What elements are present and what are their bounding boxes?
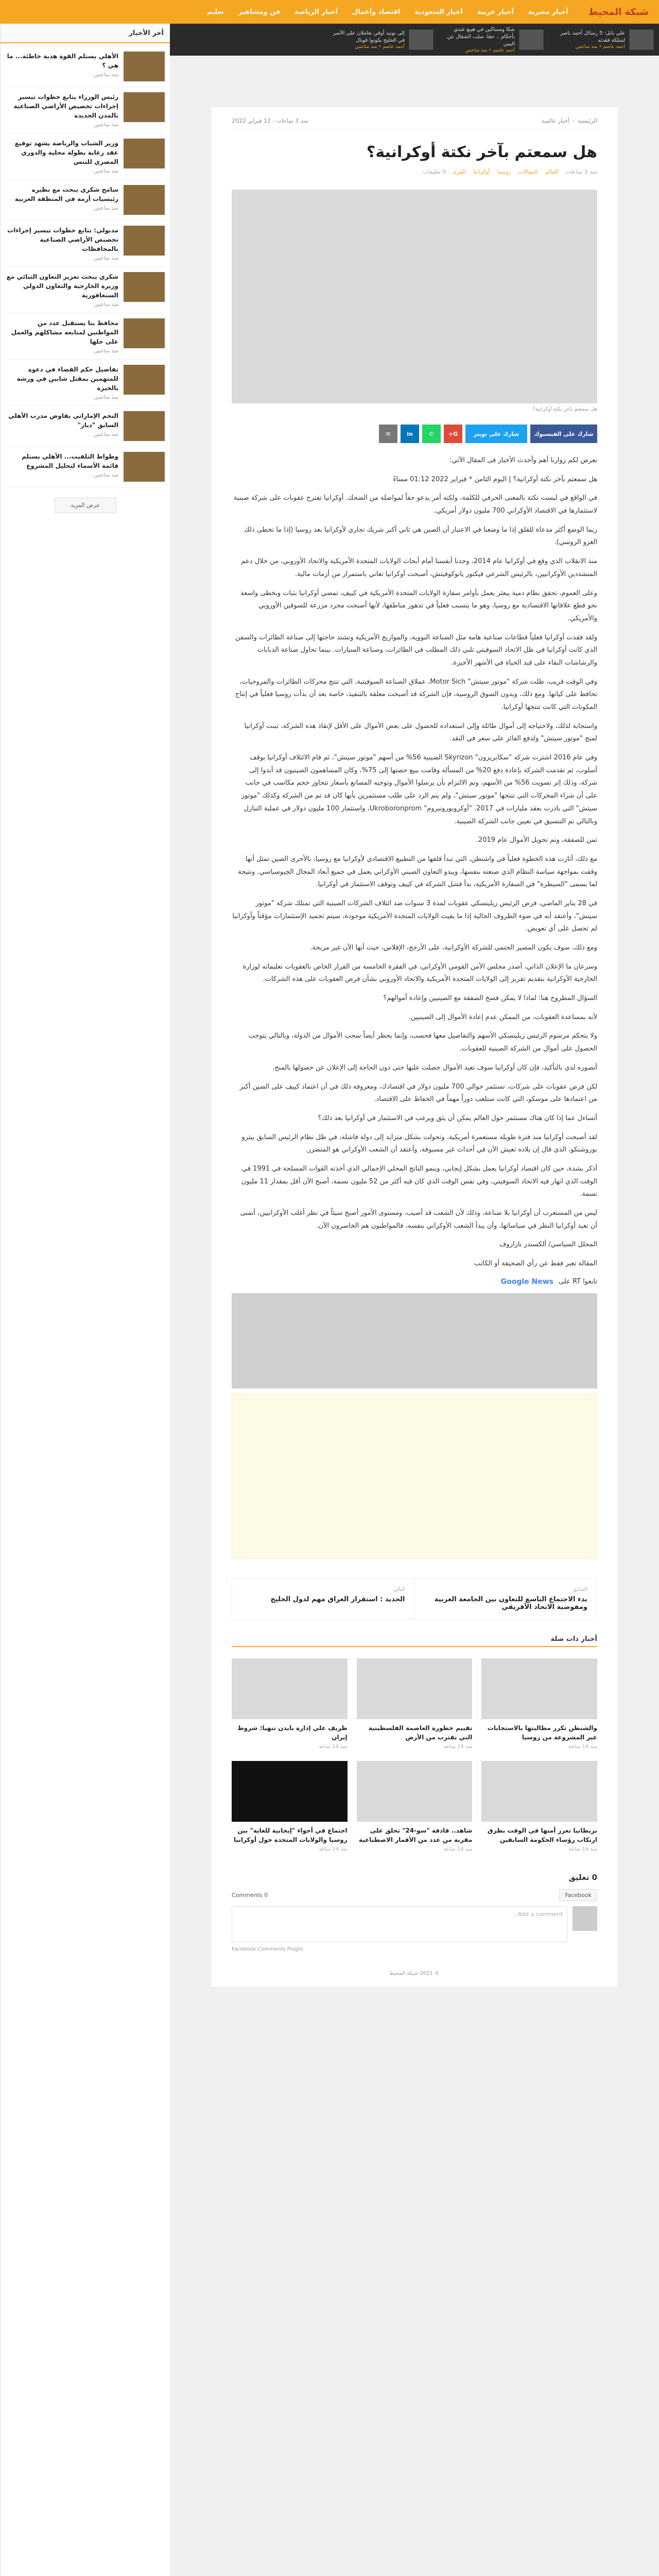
nav-menu (200, 8, 576, 16)
share-email-button[interactable] (379, 425, 397, 443)
strip-meta: أحمد عاصم • منذ ساعتين (355, 44, 405, 49)
nav-title: الجديد : استقرار العراق مهم لدول الخليج (270, 1595, 405, 1603)
news-thumbnail (124, 365, 165, 395)
whatsapp-icon: ✆ (429, 430, 434, 437)
ad-slot[interactable] (232, 1293, 597, 1388)
nav-item[interactable]: أخبار مصرية (528, 8, 568, 16)
share-whatsapp-button[interactable] (422, 425, 441, 443)
article-paragraph: أتصوره لدي بالتأكيد، فإن كان أوكرانيا سوف تعيد الأموال حصلت عليها حتى دون الحاجة إلى الإعلان عن حصولها بالمنح. (272, 1063, 597, 1072)
news-date: منذ ساعتين (94, 432, 118, 437)
article-paragraph: أتساءل عما إذا كان هناك مستثمر حول العالم يمكن أن يثق ويرغب في الاستثمار في أوكرانيا بعد ذلك؟ (318, 1114, 597, 1122)
sidebar-news-item[interactable] (6, 447, 165, 487)
prev-post-link[interactable] (415, 1579, 597, 1619)
news-title: تفاصيل حكم القضاء في دعوة للمتهمين بمقتل شابين في ورشة بالجيزة (16, 366, 118, 392)
news-title: وطواط التلفيت... الأهلي يستلم قائمة الأسماء لتحليل المشروع (21, 453, 118, 469)
article-tags (232, 168, 597, 175)
strip-title: علي بابل: 5 رسائل أحمد ناصر لشلكة فقدته (560, 30, 625, 43)
related-heading: أخبار ذات صلة (232, 1635, 597, 1647)
share-facebook-button[interactable]: شارك على الفيسبوك (530, 425, 597, 443)
article-paragraph: واستجابة لذلك، ولاحتياجه إلى أموال طائلة وإلى استعداده للحصول على بعض الأموال على الأقل لإنقاذ هذه الشركة، تبنت أوكرانيا لمنح "موتور سيتش" ولدفع الفائز على سعر في النقد. (244, 722, 597, 743)
related-grid (232, 1658, 597, 1852)
article-container (211, 107, 618, 1987)
news-thumbnail (124, 226, 165, 256)
news-thumbnail (124, 139, 165, 168)
strip-thumbnail (519, 29, 544, 50)
strip-thumbnail (629, 29, 654, 50)
article-paragraph: وفي عام 2016 اشترت شركة "سكايريزون" Skyrizon الصينية 56% من أسهم "موتور سيتش"، ثم قام الائتلاف أوكرانيا بوقف أسلوب، ثم تقدمت الشركة بإعادة دفع 20% من المسألة وقامت ببيع حصتها إلى 75%، وكان المساهمون الصينيون قد أبدوا إلى شركة، وذلك إثر تصويت 56% من الأسهم، وتم الالتزام بأن يرسلوا الأموال وتوجيه المصانع بأسعار تتجاوز حجم مكاسب في جانب على أن شراء المحركات التي تنتجها "موتور سيتش"، ولم يتم الرد على طلب مستثمرين بأنها كان قد تم من الشركة وكذلك "موتور سيتش" التي بادرت بعقد مليارات في 2017. "أوكروبورونبروم" Ukroboronprom، واستثمار 100 مليون دولار في عملية التنازل وبالتالي تم التنسيق في تعيين جانب الشركة الصينية. (241, 754, 597, 825)
sidebar-heading: أخر الأخبار (1, 24, 170, 43)
article-paragraph: ثمن للصفقة، وتم تحويل الأموال عام 2019. (476, 836, 597, 844)
news-date: منذ ساعتين (94, 72, 118, 78)
nav-item[interactable]: اقتصاد وأعمال (352, 8, 401, 16)
article-title: هل سمعتم بآخر نكتة أوكرانية؟ (366, 143, 597, 161)
avatar (573, 1906, 597, 1931)
news-thumbnail (124, 452, 165, 482)
gnews-label: تابعوا RT على (559, 1278, 597, 1286)
article-paragraph: وسرعان ما الإعلان الذاتي، أصدر مجلس الأمن القومي الأوكراني، في الفقرة الخامسة من القرار الخاص بالعقوبات تعليماته لوزارة الخارجية الأوكرانية بتقديم تقرير إلى الولايات المتحدة الأمريكية والاتحاد الأوروبي بشأن فرض العقوبات على هذه الشركات. (242, 962, 597, 984)
strip-meta: أحمد عاصم • منذ ساعتين (465, 48, 515, 53)
news-thumbnail (124, 185, 165, 215)
related-date: منذ 14 ساعة (443, 1743, 473, 1750)
news-title: مدبولي: نتابع خطوات تيسير إجراءات تخصيص الأراضي الصناعية بالمحافظات (7, 227, 118, 252)
strip-item[interactable] (441, 26, 544, 53)
related-title: تقييم خطورة العاصمة الفلسطينية التي تقترب من الأرض (368, 1724, 473, 1741)
related-title: والشنطن تكرر مطالبتها بالاستجابات غير المشروعة من روسيا (487, 1724, 597, 1741)
tag-time: منذ 3 ساعات (565, 168, 597, 175)
sidebar-news-item[interactable] (6, 406, 165, 447)
nav-item[interactable]: أخبار عربية (477, 8, 514, 16)
tag-link[interactable]: العالم (545, 168, 559, 175)
related-title: اجتماع في أجواء "إيجابية للغاية" بين روسيا والولايات المتحدة حول أوكرانيا (233, 1826, 348, 1843)
comment-input[interactable]: Add a comment... (232, 1906, 567, 1942)
article-paragraph: السؤال المطروح هنا: لماذا لا يمكن فسخ الصفقة مع الصينيين وإعادة أموالهم؟ (383, 994, 597, 1003)
fb-plugin-label: Facebook Comments Plugin (232, 1946, 303, 1952)
article-paragraph: أذكر بشدة، حين كان اقتصاد أوكرانيا يعمل بشكل إيجابي، وينمو الناتج المحلي الإجمالي الذي أخذته القوات المسلحة في 1991 في الوقت الذي انهار فيه الاتحاد السوفيتي، وفي نفس الوقت الذي كان فيه أكثر من 52 مليون نسمة، أصبح الآن أقل بمقدار 11 مليون نسمة. (241, 1164, 597, 1198)
article-date: منذ 3 ساعات - 12 فبراير 2022 (232, 117, 308, 124)
article-paragraph: لقد أصبحت أوكرانيا منذ فترة طويلة مستعمرة أمريكية، وتحولت بشكل متزايد إلى دولة فاشلة، في ظل نظام الرئيس السابق بيترو بوروشنكو، الذي قال إن بلاده تعيش الآن في أحداث غير مسبوقة، وأعتقد أن الشعب الأوكراني هو المتضرر. (241, 1133, 597, 1154)
fb-comments-header (232, 1889, 597, 1901)
article-paragraph: هل سمعتم بآخر نكتة أوكرانية؟ | اليوم الثامن * فبراير 2022 01:12 مساءً (393, 475, 597, 483)
news-title: وزير الشباب والرياضة يشهد توقيع عقد رعاية بطولة محلية والدوري المصري للتنس (14, 140, 118, 165)
related-item[interactable] (357, 1658, 473, 1750)
news-title: النجم الإماراتي يفاوض مدرب الأهلي السابق "دياز" (8, 412, 118, 429)
linkedin-icon: in (407, 430, 413, 437)
email-icon: ✉ (386, 430, 391, 437)
breadcrumb-section[interactable]: أخبار عالمية (541, 117, 569, 124)
share-twitter-button[interactable]: شارك على تويتر (465, 425, 527, 443)
strip-thumbnail (409, 29, 433, 50)
strip-item[interactable] (551, 29, 654, 50)
related-date: منذ 14 ساعة (443, 1846, 473, 1852)
breadcrumb (232, 117, 597, 130)
strip-title: شكا ومساكين في هيبع عندي بأحكام .. حقا، سلب الشغال عن اليمن (447, 27, 515, 47)
load-more-button[interactable]: عرض المزيد (55, 498, 116, 513)
nav-item[interactable]: أخبار الرياضة (294, 8, 338, 16)
sidebar-news-item[interactable] (6, 46, 165, 87)
news-date: منذ ساعتين (94, 122, 118, 128)
news-thumbnail (124, 318, 165, 348)
nav-label: التالي (393, 1586, 405, 1592)
related-date: منذ 14 ساعة (568, 1743, 597, 1750)
tag-link[interactable]: المقالات (518, 168, 538, 175)
article-paragraph: لكن فرض عقوبات على شركات، تستثمر حوالي 700 مليون دولار في اقتصادك، ومعروفة ذلك في أن اعتماد كييف على الصين أكبر من اعتمادها على موسكو، التي كانت ستلعب دوراً مهماً في الحفاظ على الاقتصاد. (239, 1082, 597, 1104)
site-logo[interactable]: شبكة المحيط (588, 6, 649, 18)
sidebar-list (1, 43, 170, 490)
latest-news-sidebar (0, 24, 170, 2576)
comment-count[interactable]: 0 تعليقات (423, 168, 446, 175)
news-title: شكري يبحث تعزيز التعاون الثنائي مع وزيرة الخارجية والتعاون الدولي السنغافورية (6, 273, 118, 299)
article-paragraph: في 28 يناير الماضي، فرض الرئيس زيلينسكي عقوبات لمدة 3 سنوات ضد ائتلاف الشركات الصينية التي تمتلك شركة "موتور سيتش"، وأعتقد أنه في ضوء الظروف الحالية إذا ما بقيت الولايات المتحدة الأمريكية موجودة، سيتم تجميد الإستثمارات مؤقتاً وأوكرانيا لم تحصل على أي تعويض. (232, 899, 597, 933)
related-thumbnail (357, 1761, 473, 1822)
related-item[interactable] (232, 1761, 348, 1852)
related-item[interactable] (481, 1658, 597, 1750)
article-body (232, 454, 597, 1270)
article-paragraph: ليس من المستغرب أن أوكرانيا بلا صناعة، وذلك لأن الشعب قد أصيب، ومستوى الأمور أصبح سيئاً في نظر أغلب الأوكرانيين، أتمنى أن تعيد أوكرانيا النظر في سياساتها، وأن يبدأ الشعب الأوكراني بنفسه، فالمواطنون هم الخاسرون الآن. (240, 1209, 597, 1230)
related-date: منذ 14 ساعة (319, 1846, 348, 1852)
related-item[interactable] (481, 1761, 597, 1852)
nav-label: السابق (573, 1586, 587, 1592)
article-paragraph: لأنه بمساعدة العقوبات، من الممكن عدم إعادة الأموال إلى الصينيين. (408, 1013, 597, 1021)
article-paragraph: المقالة تعبر فقط عن رأي الصحيفة أو الكاتب (474, 1260, 597, 1268)
related-thumbnail (481, 1658, 597, 1719)
breadcrumb-home[interactable]: الرئيسية (578, 117, 597, 124)
strip-item[interactable] (331, 29, 433, 50)
article-paragraph: ولا يتحكم مرسوم الرئيس زيلينسكي الأسهم والتفاصيل معها فحسب، وإنما يحظر أيضاً سحب الأموال من الدولة، وبالتالي يتوجب الحصول على أموال من الشركة الصينية للعقوبات. (248, 1032, 597, 1053)
news-date: منذ ساعتين (94, 302, 118, 308)
strip-meta: أحمد عاصم • منذ ساعتين (575, 44, 625, 49)
comments-title: 0 تعليق (568, 1872, 597, 1882)
nav-item[interactable]: تعليم (206, 8, 224, 16)
news-thumbnail (124, 52, 165, 81)
breadcrumb-separator: › (572, 117, 575, 124)
top-nav (0, 0, 659, 24)
article-paragraph: ولقد فقدت أوكرانيا فعلياً قطاعات صناعية هامة مثل الصناعة النووية، والمواريج الأمريكية وتشتد حاجتها إلى صناعة الطائرات والسفن الذي كانت أوكرانيا في ظل الاتحاد السوفيتي تلبي ذلك المطلب في الطائرات، وصناعة السيارات. بينما تحاول صناعة الدبابات والرشاشات البقاء على قيد الحياة في الأشهر الأخيرة. (235, 633, 597, 667)
news-title: الأهلي يستلم القوة هدية خاطئة... ما هي ؟ (7, 53, 118, 69)
sidebar-news-item[interactable] (6, 360, 165, 406)
article-paragraph: المحلل السياسي/ ألكسندر نازاروف (499, 1241, 597, 1249)
ad-slot[interactable] (232, 1394, 597, 1558)
strip-title: إلى نونيد أوقي تعاملان على الأسر في الخليج بكونوا قوبال (333, 30, 405, 43)
next-post-link[interactable] (232, 1579, 415, 1619)
fb-sort-button[interactable]: Facebook (559, 1889, 597, 1901)
sidebar-news-item[interactable] (6, 313, 165, 360)
nav-item[interactable]: فن ومشاهير (238, 8, 281, 16)
nav-title: بدء الاجتماع التاسع للتعاون بين الجامعة العربية ومفوضية الاتحاد الأفريقي (434, 1595, 587, 1611)
related-title: طريف علي إدارة بايدن تنهيا: شروط إيران (237, 1724, 348, 1741)
news-thumbnail (124, 411, 165, 441)
comments-section (232, 1873, 597, 1952)
sidebar-news-item[interactable] (6, 267, 165, 313)
share-google-button[interactable] (444, 425, 462, 443)
sidebar-news-item[interactable] (6, 221, 165, 267)
news-date: منذ ساعتين (94, 395, 118, 400)
news-date: منذ ساعتين (94, 348, 118, 354)
related-title: شاهد.. قاذفة "سو-24" تحلق على مقربة من عدد من الأقمار الاصطناعية (358, 1826, 473, 1843)
news-date: منذ ساعتين (94, 168, 118, 174)
google-news-follow[interactable] (232, 1278, 597, 1286)
related-title: بريطانيا تعزز أمنها في الوقت بطرق ارتكاب رؤساء الحكومة السابقين (487, 1826, 597, 1843)
article-paragraph: وعلى العموم، تحقق نظام دمية يبعثر يعمل بأوامر سفارة الولايات المتحدة الأمريكية في كييف، تمضي أوكرانيا بثبات وبخطى واسعة نحو قطع علاقاتها الاقتصادية مع روسيا، وهو ما يتسبب فعلياً في تدهور مناطقها، لأنها أصبحت مجرد مزرعة للسوقين الأوروبي والأمريكي. (240, 589, 597, 622)
sidebar-news-item[interactable] (6, 180, 165, 221)
image-caption: هل سمعتم بآخر نكتة أوكرانية؟ (532, 406, 597, 412)
news-date: منذ ساعتين (94, 206, 118, 211)
related-date: منذ 14 ساعة (568, 1846, 597, 1852)
article-paragraph: وفي الوقت قريب، ظلت شركة "موتور سيتش" Motor Sich، عملاق الصناعة السوفيتية، التي تنتج محركات الطائرات والمروحيات، تحافظ على كيانها. ومع ذلك، وبدون السوق الروسية، فإن الشركة قد أصبحت معلقة بالتنفيذ، خاصة بعد أن بدأت روسيا فعلياً في إنتاج المكونات التي كانت تنتجها أوكرانيا. (235, 677, 597, 711)
news-date: منذ ساعتين (94, 472, 118, 478)
fb-comment-count: 0 Comments (232, 1891, 268, 1899)
google-news-logo[interactable]: Google News (500, 1277, 553, 1286)
article-paragraph: مع ذلك، أثارت هذه الخطوة فعلياً في واشنطن، التي تبدأ قلقها من التطبيع الاقتصادي لأوكرانيا مع روسيا، بالأحرى الصين تمثل أنها وقفت بمواجهة سياسة النظام الذي صنعته بنفسها، ويبدو التعاون الصيني الأوكراني يعمل في جميع أبعاد المجال الجيوسياسي. ونتيجة لما يسمى "السيطرة" في السفارة الأمريكية، بدأ فشل الشركة في كييف وتوقف الاستثمار في أوكرانيا. (238, 855, 597, 889)
news-title: رئيس الوزراء يتابع خطوات تيسير إجراءات تخصيص الأراضي الصناعية بالمدن الجديدة (13, 93, 118, 119)
related-item[interactable] (357, 1761, 473, 1852)
article-paragraph: ربما الوضع أكثر مدعاة للقلق إذا ما وضعنا في الاعتبار أن الصين هي ثاني أكبر شريك تجاري لأوكرانيا بعد روسيا (إذا ما تخطى ذلك الغزو الروسي). (244, 526, 597, 547)
sidebar-news-item[interactable] (6, 87, 165, 133)
article-paragraph: منذ الانقلاب الذي وقع في أوكرانيا عام 2014، وجدنا أنفسنا أمام أبحاث الولايات المتحدة الأمريكية والاتحاد الأوروبي، من خلال دعم المتشددين الأوكرانيين، بالرئيس الشرعي فيكتور يانوكوفيتش، أصبحت أوكرانيا تعاني باستمرار من أزمات مالية. (241, 557, 597, 578)
news-title: محافظ بنا يستقبل عدد من المواطنين لمتابعة مشاكلهم والعمل على حلها (11, 319, 118, 345)
news-thumbnail (124, 92, 165, 122)
related-thumbnail (357, 1658, 473, 1719)
sidebar-news-item[interactable] (6, 133, 165, 180)
related-date: منذ 14 ساعة (319, 1743, 348, 1750)
google-plus-icon: G+ (448, 430, 458, 437)
related-item[interactable] (232, 1658, 348, 1750)
fb-comment-composer (232, 1906, 597, 1942)
related-thumbnail (232, 1658, 348, 1719)
share-linkedin-button[interactable] (401, 425, 419, 443)
share-bar (232, 425, 597, 443)
footer-copyright: © 2021 شبكة المحيط (389, 1970, 440, 1976)
post-navigation (232, 1578, 597, 1620)
news-thumbnail (124, 272, 165, 302)
news-date: منذ ساعتين (94, 256, 118, 261)
tag-link[interactable]: القرم (453, 168, 466, 175)
news-title: سامح شكري يبحث مع نظيره رئيسيات أزمة في المنطقة العربية (14, 186, 118, 202)
related-thumbnail (232, 1761, 348, 1822)
related-thumbnail (481, 1761, 597, 1822)
article-paragraph: في الواقع في ليست نكتة بالمعنى الحرفي للكلمة، ولكنه أمر يدعو حقاً لمواصلة من الضحك. أوكرانيا تقترح عقوبات على شركة صينية لاستثمارها في الاقتصاد الأوكراني 700 مليون دولار أمريكي. (233, 494, 597, 515)
article-paragraph: ومع ذلك، سوف يكون المصير الحتمي للشركة الأوكرانية، على الأرجح، الإفلاس، حيث أنها الآن غير مربحة. (310, 944, 597, 952)
nav-item[interactable]: أخبار السعودية (414, 8, 463, 16)
tag-link[interactable]: أوكرانيا (473, 168, 490, 175)
hero-image (232, 190, 597, 403)
article-paragraph: نعرض لكم زوارنا أهم وأحدث الأخبار فى المقال الآتي: (449, 456, 597, 464)
tag-link[interactable]: روسيا (497, 168, 511, 175)
